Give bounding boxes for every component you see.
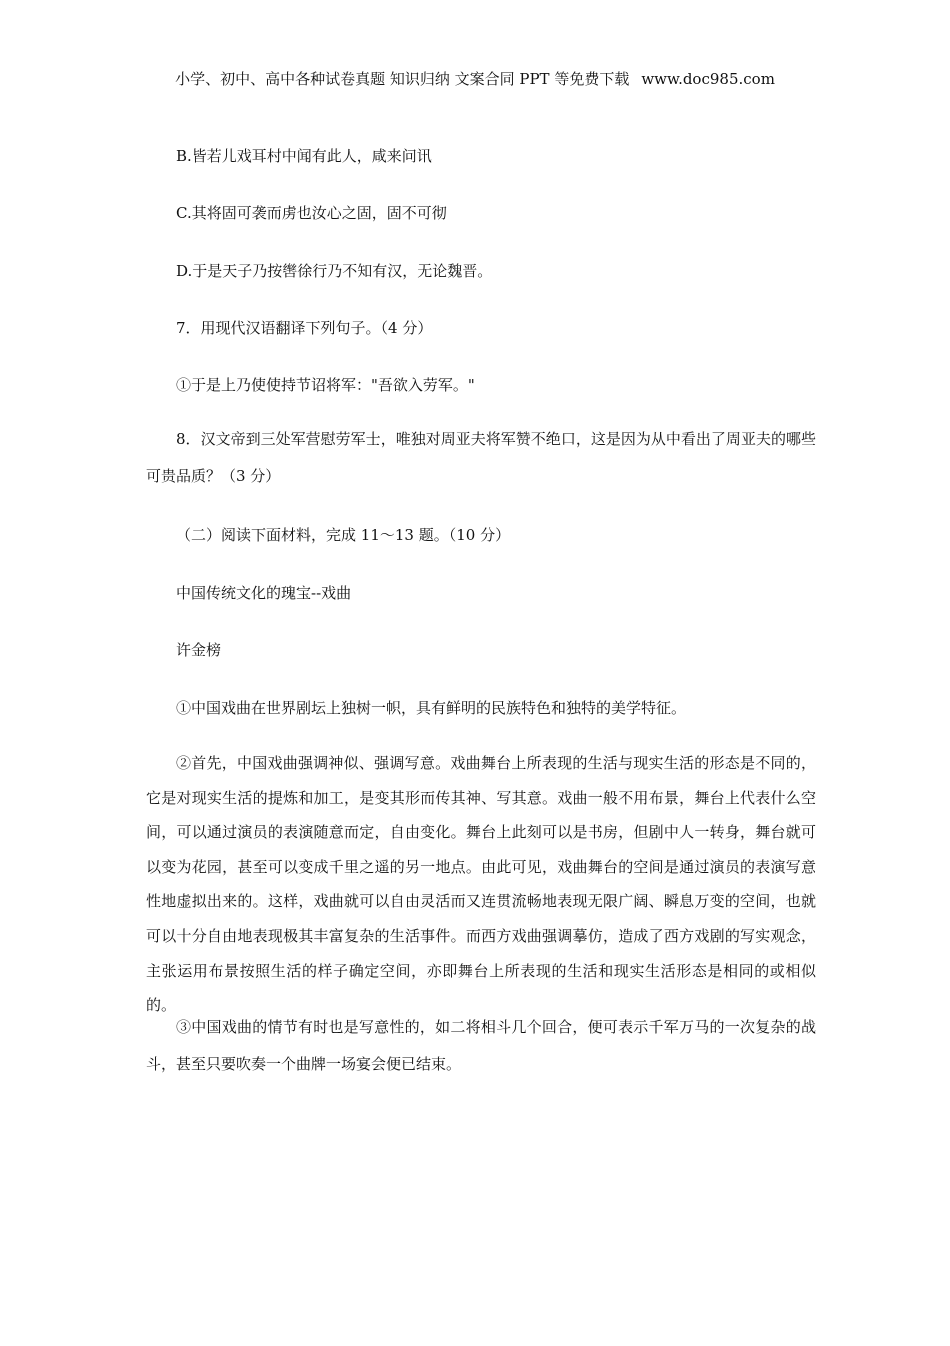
question-8: 8．汉文帝到三处军营慰劳军士，唯独对周亚夫将军赞不绝口，这是因为从中看出了周亚夫的哪些可贵品质？（3 分） bbox=[146, 430, 816, 485]
question-7-item: ①于是上乃使使持节诏将军："吾欲入劳军。" bbox=[176, 376, 475, 394]
header-text: 小学、初中、高中各种试卷真题 知识归纳 文案合同 PPT 等免费下载 bbox=[175, 70, 630, 88]
question-7-prompt: 7．用现代汉语翻译下列句子。（4 分） bbox=[176, 319, 433, 337]
article-paragraph-3: ③中国戏曲的情节有时也是写意性的，如二将相斗几个回合，便可表示千军万马的一次复杂的战斗，甚至只要吹奏一个曲牌一场宴会便已结束。 bbox=[146, 1018, 816, 1073]
article-title: 中国传统文化的瑰宝--戏曲 bbox=[176, 584, 352, 602]
header-site-link[interactable]: www.doc985.com bbox=[641, 70, 775, 88]
option-d: D.于是天子乃按辔徐行乃不知有汉，无论魏晋。 bbox=[176, 262, 493, 280]
page-header bbox=[0, 68, 950, 90]
article-author: 许金榜 bbox=[176, 641, 222, 659]
article-paragraph-1: ①中国戏曲在世界剧坛上独树一帜，具有鲜明的民族特色和独特的美学特征。 bbox=[176, 699, 687, 717]
option-c: C.其将固可袭而虏也汝心之固，固不可彻 bbox=[176, 204, 447, 222]
option-b: B.皆若儿戏耳村中闻有此人，咸来问讯 bbox=[176, 147, 432, 165]
article-paragraph-2: ②首先，中国戏曲强调神似、强调写意。戏曲舞台上所表现的生活与现实生活的形态是不同的，它是对现实生活的提炼和加工，是变其形而传其神、写其意。戏曲一般不用布景，舞台上代表什么空间，可以通过演员的表演随意而定，自由变化。舞台上此刻可以是书房，但剧中人一转身，舞台就可以变为花园，甚至可以变成千里之遥的另一地点。由此可见，戏曲舞台的空间是通过演员的表演写意性地虚拟出来的。这样，戏曲就可以自由灵活而又连贯流畅地表现无限广阔、瞬息万变的空间，也就可以十分自由地表现极其丰富复杂的生活事件。而西方戏曲强调摹仿，造成了西方戏剧的写实观念，主张运用布景按照生活的样子确定空间，亦即舞台上所表现的生活和现实生活形态是相同的或相似的。 bbox=[146, 754, 816, 1015]
section-2-heading: （二）阅读下面材料，完成 11～13 题。（10 分） bbox=[176, 526, 511, 544]
